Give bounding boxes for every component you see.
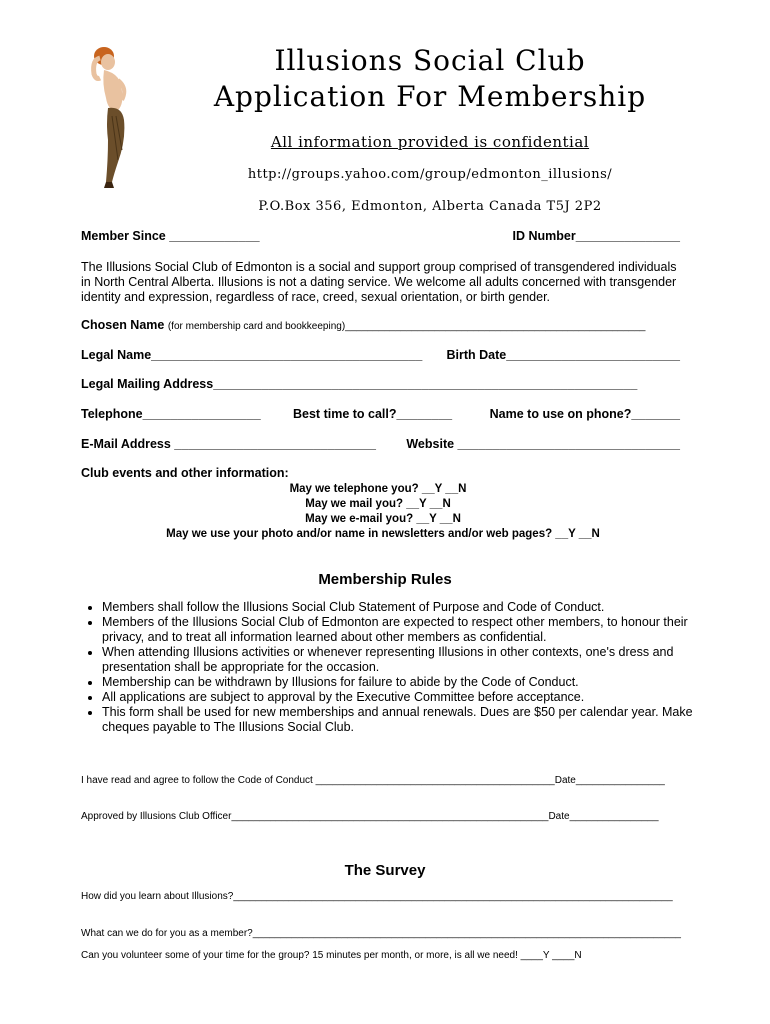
list-item: • This form shall be used for new memberships and annual renewals. Dues are $50 per calendar year. Make cheques payable to The Illusions Social Club. xyxy=(102,705,727,735)
member-since-row xyxy=(81,229,680,243)
list-item: • When attending Illusions activities or whenever representing Illusions in other contexts, one's dress and presentation shall be appropriate for the occasion. xyxy=(102,645,727,675)
chosen-name-row xyxy=(81,318,680,332)
confidential-notice: All information provided is confidential xyxy=(270,133,590,151)
intro-paragraph: The Illusions Social Club of Edmonton is a social and support group comprised of transgendered individuals in North Central Alberta. Illusions is not a dating service. We welcome all adults concerned with transgender identity and expression, regardless of race, creed, sexual orientation, or birth gender. xyxy=(81,260,677,304)
email-row xyxy=(81,437,680,451)
member-since-field[interactable]: Member Since _____________ xyxy=(81,229,260,243)
form-subtitle: Application For Membership xyxy=(213,80,647,113)
photo-permission[interactable]: May we use your photo and/or name in newsletters and/or web pages? __Y __N xyxy=(166,528,600,540)
mail-permission[interactable]: May we mail you? __Y __N xyxy=(305,498,451,510)
chosen-name-note: (for membership card and bookkeeping) xyxy=(167,321,346,332)
mailing-address-row xyxy=(81,377,680,391)
survey-question-learn[interactable]: How did you learn about Illusions?_______________________________________________________________________________ xyxy=(81,891,673,902)
list-item: • Membership can be withdrawn by Illusions for failure to abide by the Code of Conduct. xyxy=(102,675,727,690)
email-permission[interactable]: May we e-mail you? __Y __N xyxy=(305,513,461,525)
list-item: • Members of the Illusions Social Club of Edmonton are expected to respect other members, to honour their privacy, and to treat all information learned about other members as confidential. xyxy=(102,615,727,645)
telephone-row xyxy=(81,407,680,421)
mailing-address: P.O.Box 356, Edmonton, Alberta Canada T5J 2P2 xyxy=(258,199,602,214)
telephone-field[interactable]: Telephone_________________ xyxy=(81,407,261,421)
legal-name-row xyxy=(81,348,680,362)
email-field[interactable]: E-Mail Address _____________________________ xyxy=(81,437,376,451)
legal-name-field[interactable]: Legal Name_______________________________________ xyxy=(81,348,423,362)
survey-question-volunteer[interactable]: Can you volunteer some of your time for the group? 15 minutes per month, or more, is all we need! ____Y ____N xyxy=(81,950,582,961)
agree-signature-line[interactable]: I have read and agree to follow the Code of Conduct ___________________________________________Date________________ xyxy=(81,775,665,786)
website-field[interactable]: Website ________________________________ xyxy=(406,437,680,451)
officer-approval-line[interactable]: Approved by Illusions Club Officer_________________________________________________________Date________________ xyxy=(81,811,659,822)
group-url: http://groups.yahoo.com/group/edmonton_illusions/ xyxy=(247,167,613,182)
survey-question-needs[interactable]: What can we do for you as a member?_____________________________________________________________________________ xyxy=(81,928,681,939)
mailing-address-field[interactable]: Legal Mailing Address_____________________________________________________________ xyxy=(81,377,638,391)
survey-heading: The Survey xyxy=(344,862,426,879)
phone-name-field[interactable]: Name to use on phone?_______ xyxy=(489,407,680,421)
rules-heading: Membership Rules xyxy=(318,571,452,588)
chosen-name-field[interactable]: ______________________________________________________ xyxy=(345,321,646,332)
telephone-permission[interactable]: May we telephone you? __Y __N xyxy=(289,483,467,495)
form-title: Illusions Social Club xyxy=(274,44,586,77)
id-number-field[interactable]: ID Number_______________ xyxy=(512,229,680,243)
chosen-name-label: Chosen Name xyxy=(81,318,165,332)
birth-date-field[interactable]: Birth Date_________________________ xyxy=(446,348,680,362)
list-item: • Members shall follow the Illusions Social Club Statement of Purpose and Code of Conduct. xyxy=(102,600,727,615)
rules-list xyxy=(62,600,727,735)
list-item: • All applications are subject to approval by the Executive Committee before acceptance. xyxy=(102,690,727,705)
club-events-heading: Club events and other information: xyxy=(81,466,289,480)
best-time-field[interactable]: Best time to call?________ xyxy=(293,407,453,421)
